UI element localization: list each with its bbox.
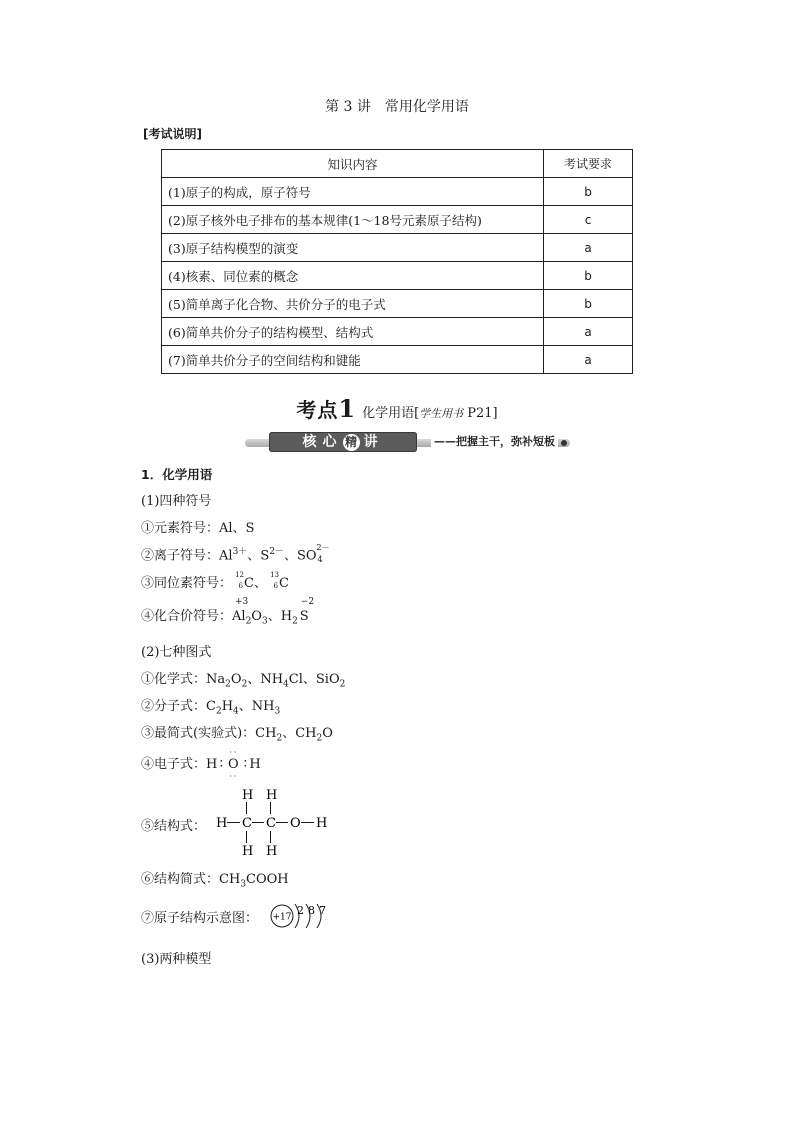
shell-electron-count: 7 xyxy=(319,904,326,917)
table-cell: (7)简单共价分子的空间结构和键能 xyxy=(162,346,544,374)
electron-pair-icon: ∶ xyxy=(243,757,248,772)
molecular-formula-line xyxy=(141,695,280,717)
element-symbol-line xyxy=(141,517,254,536)
separator: 、 xyxy=(267,609,281,624)
banner-char: 讲 xyxy=(363,434,384,450)
valence-mark: −2 xyxy=(300,597,315,607)
bullet-dot-icon xyxy=(561,440,567,446)
subsection-heading: (3)两种模型 xyxy=(141,952,212,967)
table-cell: (5)简单离子化合物、共价分子的电子式 xyxy=(162,290,544,318)
table-cell: (1)原子的构成，原子符号 xyxy=(162,178,544,206)
empirical-formula-line xyxy=(141,722,333,744)
formula-part: SiO xyxy=(315,672,340,687)
chemical-formula-line xyxy=(141,668,345,690)
table-cell: (3)原子结构模型的演变 xyxy=(162,234,544,262)
page-title xyxy=(0,96,794,116)
line-label: ①化学式： xyxy=(141,672,207,687)
formula-sub: 4 xyxy=(283,679,289,690)
banner-char: 核 xyxy=(302,434,323,450)
table-cell: a xyxy=(544,234,633,262)
formula-part: Al xyxy=(219,548,233,564)
formula-sub: 2 xyxy=(225,679,231,690)
formula-sup: 2－ xyxy=(269,547,284,557)
formula-sub: 2 xyxy=(292,616,298,627)
requirements-table xyxy=(161,149,633,374)
electron-pair-icon: ∶ xyxy=(219,757,224,772)
formula-sub: 4 xyxy=(233,706,239,717)
kaodian-page: P21] xyxy=(463,406,498,421)
atom-h: H xyxy=(242,844,254,859)
table-cell: (6)简单共价分子的结构模型、结构式 xyxy=(162,318,544,346)
table-row xyxy=(162,262,633,290)
formula-part: O xyxy=(230,672,242,687)
structural-formula-label: ⑤结构式： xyxy=(141,819,207,834)
separator: 、 xyxy=(253,576,267,591)
banner-plate xyxy=(269,432,417,452)
atomic-number: 6 xyxy=(238,581,244,590)
atomic-number: 6 xyxy=(273,581,278,590)
formula-part: NH xyxy=(251,699,275,714)
electron-pair-icon: ·· xyxy=(229,772,239,781)
table-cell: (2)原子核外电子排布的基本规律(1～18号元素原子结构) xyxy=(162,206,544,234)
banner-char-circled: 精 xyxy=(343,434,360,451)
table-cell: b xyxy=(544,262,633,290)
line-label: ④电子式： xyxy=(141,757,207,772)
atom-h: H xyxy=(249,757,261,772)
table-row xyxy=(162,234,633,262)
table-cell: b xyxy=(544,290,633,318)
formula-part: CH xyxy=(255,726,277,741)
chlorine-atom-diagram xyxy=(265,900,337,932)
formula-part: O xyxy=(322,726,333,741)
table-row xyxy=(162,346,633,374)
banner-char: 心 xyxy=(322,434,343,450)
formula-sub: 2 xyxy=(245,616,252,627)
separator: 、 xyxy=(283,548,297,564)
table-row xyxy=(162,318,633,346)
formula-part: H xyxy=(280,609,293,624)
formula-part: COOH xyxy=(246,872,289,887)
formula-sup: 3＋ xyxy=(232,547,248,557)
table-header-row xyxy=(162,150,633,178)
line-label: ②离子符号： xyxy=(141,548,220,564)
formula-part: Na xyxy=(206,672,226,687)
formula-part: C xyxy=(206,699,216,714)
formula-sub: 2 xyxy=(241,679,248,690)
table-row xyxy=(162,290,633,318)
table-cell: (4)核素、同位素的概念 xyxy=(162,262,544,290)
formula-part: CH xyxy=(295,726,317,741)
formula-part: S xyxy=(260,548,270,564)
formula-part: C xyxy=(244,576,254,591)
table-cell: a xyxy=(544,346,633,374)
kaodian-book-ref: 学生用书 xyxy=(419,407,464,420)
formula-sub: 2 xyxy=(215,706,222,717)
shell-electron-count: 8 xyxy=(308,904,315,917)
table-cell: c xyxy=(544,206,633,234)
atom-c: C xyxy=(266,816,276,831)
formula-part: Al xyxy=(232,609,246,624)
formula-part: H xyxy=(221,699,234,714)
line-label: ③同位素符号： xyxy=(141,576,233,591)
kaodian-number: 1 xyxy=(338,394,357,423)
valence-mark: +3 xyxy=(235,597,249,607)
atom-h: H xyxy=(216,816,228,831)
formula-part: NH xyxy=(260,672,284,687)
banner-slogan: ——把握主干，弥补短板 xyxy=(431,432,558,452)
separator: 、 xyxy=(302,672,316,687)
formula-part: C xyxy=(278,576,289,591)
electron-formula-line xyxy=(141,748,261,781)
separator: 、 xyxy=(282,726,296,741)
lesson-number: 第 3 讲 xyxy=(325,99,371,115)
core-lecture-banner xyxy=(245,431,570,453)
lesson-name: 常用化学用语 xyxy=(384,99,469,115)
table-row xyxy=(162,206,633,234)
atom-h: H xyxy=(316,816,328,831)
atom-h: H xyxy=(242,788,254,803)
separator: 、 xyxy=(238,699,252,714)
exam-note-heading: [考试说明] xyxy=(143,127,202,141)
line-label: ②分子式： xyxy=(141,699,207,714)
table-header: 知识内容 xyxy=(162,150,544,178)
formula-sup: 2－ xyxy=(316,542,330,552)
shell-electron-count: 2 xyxy=(297,904,304,917)
mass-number: 12 xyxy=(235,570,245,579)
valence-symbol-line xyxy=(141,597,315,627)
separator: 、 xyxy=(247,548,261,564)
table-header: 考试要求 xyxy=(544,150,633,178)
atom-c: C xyxy=(242,816,252,831)
nucleus-charge: +17 xyxy=(272,912,292,923)
line-label: ①元素符号： xyxy=(141,521,220,536)
formula-sub: 2 xyxy=(276,733,283,744)
subsection-heading: (1)四种符号 xyxy=(141,494,212,509)
kaodian-heading xyxy=(0,394,794,423)
line-label: ⑥结构简式： xyxy=(141,872,220,887)
formula-part: SO xyxy=(296,548,317,564)
formula-sub: 4 xyxy=(317,554,323,564)
subsection-heading: (2)七种图式 xyxy=(141,645,212,660)
atom-o: O xyxy=(228,757,239,772)
ion-symbol-line xyxy=(141,544,331,563)
atom-h: H xyxy=(266,788,278,803)
atom-o: O xyxy=(290,816,301,831)
line-value: Al、S xyxy=(219,521,255,536)
isotope-symbol-line xyxy=(141,572,289,591)
atom-h: H xyxy=(266,844,278,859)
formula-sub: 3 xyxy=(240,879,247,890)
formula-sub: 2 xyxy=(316,733,323,744)
formula-part: Cl xyxy=(288,672,303,687)
table-cell: b xyxy=(544,178,633,206)
line-label: ③最简式(实验式)： xyxy=(141,726,256,741)
formula-part: O xyxy=(251,609,262,624)
line-label: ④化合价符号： xyxy=(141,609,233,624)
formula-sub: 3 xyxy=(261,616,268,627)
condensed-formula-line xyxy=(141,868,289,890)
atom-h: H xyxy=(206,757,218,772)
kaodian-subtitle: 化学用语[ xyxy=(362,406,420,421)
section-heading: 1．化学用语 xyxy=(141,467,213,482)
separator: 、 xyxy=(247,672,261,687)
atomic-structure-label: ⑦原子结构示意图： xyxy=(141,911,259,926)
formula-sub: 3 xyxy=(274,706,281,717)
formula-sub: 2 xyxy=(339,679,346,690)
formula-part: S xyxy=(299,609,309,624)
ethanol-structural-formula xyxy=(212,784,342,860)
table-cell: a xyxy=(544,318,633,346)
kaodian-label: 考点 xyxy=(296,398,339,422)
table-row xyxy=(162,178,633,206)
formula-part: CH xyxy=(219,872,241,887)
mass-number: 13 xyxy=(270,570,279,579)
electron-pair-icon: ·· xyxy=(229,748,239,757)
